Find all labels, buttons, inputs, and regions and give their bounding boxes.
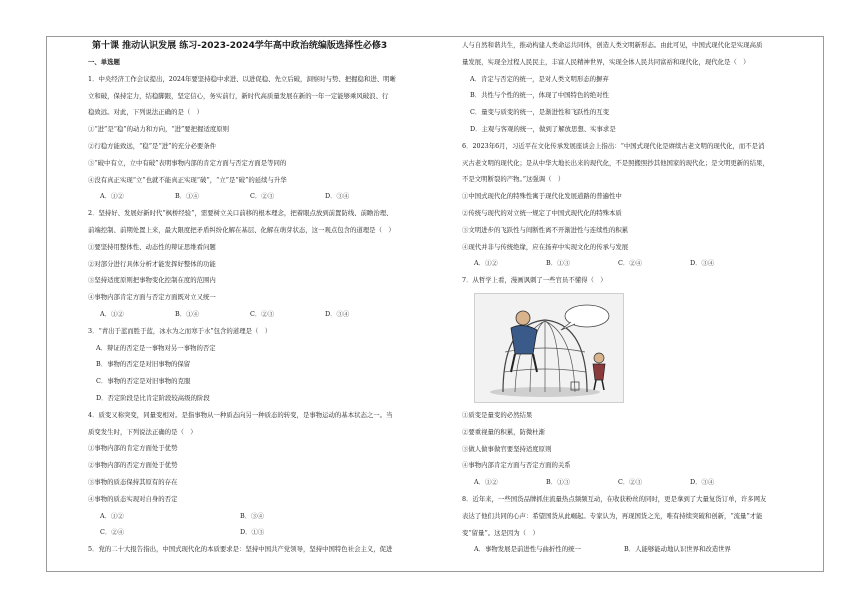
q5-option-c: C．量变与质变的统一，是渐进性和飞跃性的互变 [470,108,610,117]
q8-choices [474,545,812,553]
q4-statement: ②事物内部的否定方面处于优势 [88,461,178,470]
q6-choice-c: C．②④ [618,259,643,268]
q2-statement: ③坚持适度原则把事物变化控制在度的范围内 [88,276,216,285]
q6-statement: ④现代并非与传统绝缘，应在扬弃中实现文化的传承与发展 [462,242,629,251]
question-8 [462,495,812,554]
q2-choice-a: A．①② [100,309,124,318]
q6-line: 6．2023年6月，习近平在文化传承发展座谈会上指出：“中国式现代化是赓续古老文明的现代化，而不是消 [462,141,765,150]
q4-choice-b: B．③④ [240,511,264,520]
q4-choice-d: D．①③ [240,528,265,537]
q2-choices [100,310,456,318]
question-2 [88,209,456,318]
q6-line: 不是文明断裂的产物。”这强调（ ） [462,175,565,184]
q2-statement: ④事物内部肯定方面与否定方面既对立又统一 [88,293,216,302]
q7-line: 7．从哲学上看，漫画讽刺了一些官员不懂得（ ） [462,276,607,285]
q2-statement: ①要坚持用整体性、动态性的辩证思维看问题 [88,242,216,251]
q3-line: 3．“青出于蓝而胜于蓝，冰水为之而寒于水”包含的道理是（ ） [88,326,272,335]
q8-choice-a: A．事物发展是前进性与曲折性的统一 [474,545,581,554]
q6-line: 灭古老文明的现代化；是从中华大地长出来的现代化，不是照搬照抄其他国家的现代化；是文明更新的结果， [462,158,769,167]
q4-choices-row2 [100,528,456,536]
section-heading: 一、单选题 [88,58,120,66]
q7-choices [474,478,812,486]
q7-choice-b: B．①③ [546,478,570,487]
q6-choice-b: B．①③ [546,259,570,268]
q1-choice-c: C．②③ [250,192,275,201]
q6-statement: ②传统与现代的对立统一规定了中国式现代化的特殊本质 [462,208,622,217]
q6-choices [474,259,812,267]
q4-line: 4．质变又称突变，同量变相对。是指事物从一种质态向另一种质态的转变，是事物运动的基本状态之一。当 [88,410,393,419]
question-6 [462,142,812,268]
q8-line: 变“留量”。这是因为（ ） [462,528,539,537]
q4-statement: ④事物的质态实现对自身的否定 [88,494,178,503]
q6-statement: ③文明进步的飞跃性与间断性离不开渐进性与连续性的积累 [462,225,629,234]
q5-line: 5．党的二十大报告指出，中国式现代化的本质要求是：坚持中国共产党领导，坚持中国特色社会主义，促进 [88,545,393,554]
q2-choice-b: B．①④ [175,309,199,318]
q4-choice-c: C．②④ [100,528,125,537]
q2-choice-d: D．③④ [325,309,350,318]
q4-choice-a: A．①② [100,511,124,520]
q6-choice-a: A．①② [474,259,498,268]
q4-choices-row1 [100,512,456,520]
q7-choice-d: D．③④ [690,478,715,487]
q5-option-d: D．主观与客观的统一，做到了解放思想、实事求是 [470,124,616,133]
q7-choice-a: A．①② [474,478,498,487]
q3-option-b: B．事物的否定是对旧事物的保留 [96,360,191,369]
q7-statement: ③做人做事做官要坚持适度原则 [462,444,552,453]
q2-line: 前端控制、前期处置上来，最大限度把矛盾纠纷化解在基层、化解在萌芽状态，这一观点包含的道理是（ ） [88,225,395,234]
q5-option-a: A．肯定与否定的统一，是对人类文明形态的摒弃 [470,74,609,83]
q1-choices [100,192,456,200]
q5-line: 量发展，实现全过程人民民主，丰富人民精神世界，实现全体人民共同富裕和现代化，现代化是（ ） [462,57,750,66]
question-4 [88,411,456,537]
q1-choice-d: D．③④ [325,192,350,201]
q3-option-a: A．辩证的否定是一事物对另一事物的否定 [96,343,216,352]
q6-choice-d: D．③④ [690,259,715,268]
q1-statement: ④没有真正实现“立”也就不能真正实现“破”，“立”是“破”的延续与升华 [88,175,287,184]
q1-line: 1．中央经济工作会议提出，2024年要坚持稳中求进、以进促稳、先立后破，洞察时与势、把握稳和进、明晰 [88,74,396,83]
question-3 [88,327,456,402]
question-5 [88,545,456,553]
q3-option-d: D．否定阶段是比肯定阶段较高级的阶段 [96,393,210,402]
question-1 [88,75,456,201]
q7-statement: ①质变是量变的必然结果 [462,410,533,419]
q1-statement: ③“破中有立，立中有破”表明事物内部的肯定方面与否定方面是等同的 [88,158,287,167]
q8-line: 表达了他们共同的心声：希望国货从此崛起。专家认为，再现国货之光，唯有持续突破和创新，“流量”才能 [462,511,763,520]
q6-statement: ①中国式现代化的特殊性寓于现代化发展道路的普遍性中 [462,192,622,201]
left-column [88,41,456,562]
q7-statement: ④事物内部肯定方面与否定方面的关系 [462,461,571,470]
right-column [462,41,812,562]
cartoon-illustration [475,294,623,402]
q1-line: 立和破，保持定力，结稳脚跟，坚定信心，务实前行，新时代高质量发展在新的一年一定能够乘风破浪、行 [88,91,389,100]
q8-line: 8．近年来，一些国货品牌抓住流量热点频频互动，在收获粉丝的同时，更是拿到了大量复货订单，许多网友 [462,494,767,503]
q4-statement: ①事物内部的肯定方面处于优势 [88,444,178,453]
q8-choice-b: B．人能够能动地认识世界和改造世界 [624,545,731,554]
q1-statement: ②行稳方能致远，“稳”是“进”的充分必要条件 [88,141,217,150]
q4-line: 质变发生时，下列说法正确的是（ ） [88,427,197,436]
q2-line: 2．坚持好、发展好新时代“枫桥经验”，需要树立关口前移的根本理念，把着眼点放到前置防线、前瞻治理、 [88,209,393,218]
q2-choice-c: C．②③ [250,309,275,318]
q3-option-c: C．事物的否定是对旧事物的克服 [96,377,191,386]
q4-statement: ③事物的质态保持其原有的存在 [88,477,178,486]
q1-line: 稳致远。对此，下列说法正确的是（ ） [88,108,204,117]
question-7 [462,276,812,486]
q1-choice-a: A．①② [100,192,124,201]
q1-statement: ①“进”是“稳”的动力和方向，“进”要把握适度原则 [88,125,230,134]
q7-statement: ②要重视量的积累，防微杜渐 [462,427,546,436]
document-title: 第十课 推动认识发展 练习-2023-2024学年高中政治统编版选择性必修3 [92,41,388,51]
cartoon-image [474,293,624,403]
q5-line: 人与自然和谐共生，推动构建人类命运共同体，创造人类文明新形态。由此可见，中国式现代化是实现高质 [462,41,763,49]
q5-option-b: B．共性与个性的统一，体现了中国特色的绝对性 [470,91,609,100]
question-5-continued [462,41,812,133]
q7-choice-c: C．②③ [618,478,643,487]
q1-choice-b: B．①④ [175,192,199,201]
q2-statement: ②对部分进行具体分析才能发挥好整体的功能 [88,259,216,268]
